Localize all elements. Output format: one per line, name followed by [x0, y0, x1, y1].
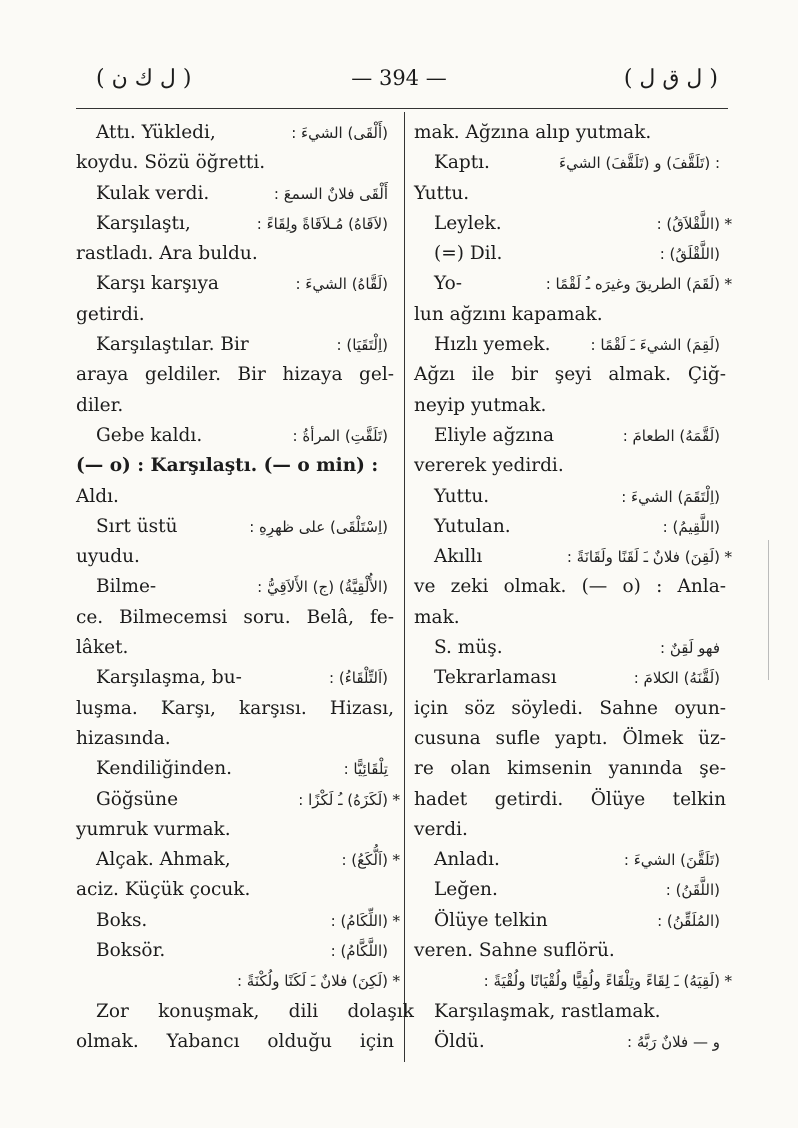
dictionary-line: [414, 300, 726, 330]
dictionary-line: [76, 179, 394, 209]
dictionary-line: [414, 966, 732, 996]
column-divider: [404, 112, 405, 1062]
arabic-headword: (لَقِنَ) فلانٌ ـَ لَقَنًا ولَقَانَةً :: [566, 548, 720, 567]
turkish-text: Ağzı ile bir şeyi almak. Çiğ-: [414, 364, 726, 386]
turkish-text: luşma. Karşı, karşısı. Hizası,: [76, 697, 394, 719]
turkish-text: Karşı karşıya: [96, 273, 219, 295]
turkish-text: Hızlı yemek.: [434, 334, 551, 356]
dictionary-line: [414, 239, 726, 269]
turkish-text: re olan kimsenin yanında şe-: [414, 758, 726, 780]
arabic-headword: (لَقِيَهُ) ـَ لِقَاءً وتِلْقَاءً ولُقِيًّا ولُقْيَانًا ولُقْيَةً :: [483, 972, 720, 991]
turkish-text: için söz söyledi. Sahne oyun-: [414, 697, 726, 719]
dictionary-line: [76, 694, 394, 724]
dictionary-line: [76, 482, 394, 512]
dictionary-line: [414, 269, 732, 299]
arabic-headword: أَلْقَى فلانٌ السمعَ :: [273, 184, 388, 203]
dictionary-line: [414, 179, 726, 209]
arabic-headword: (تَلَقَّنَ) الشيءَ :: [623, 851, 720, 870]
dictionary-line: [414, 1027, 726, 1057]
dictionary-line: [414, 603, 726, 633]
dictionary-line: [414, 875, 726, 905]
turkish-text: rastladı. Ara buldu.: [76, 243, 258, 265]
arabic-headword: (اللَّقْلاَقُ) :: [656, 214, 720, 233]
dictionary-line: [76, 906, 400, 936]
turkish-text: lâket.: [76, 637, 129, 659]
turkish-text: verdi.: [414, 818, 468, 840]
arabic-headword: (اللِّكَامُ) :: [330, 911, 388, 930]
dictionary-line: [414, 936, 726, 966]
dictionary-line: [76, 330, 394, 360]
dictionary-line: [76, 360, 394, 390]
dictionary-line: [76, 148, 394, 178]
dictionary-line: [76, 512, 394, 542]
turkish-text: aciz. Küçük çocuk.: [76, 879, 251, 901]
arabic-headword: (لاَقَاهُ) مُـلاَقَاةً ولِقَاءً :: [256, 214, 388, 233]
dictionary-line: [414, 997, 726, 1027]
turkish-text: Kaptı.: [434, 152, 490, 174]
turkish-text: koydu. Sözü öğretti.: [76, 152, 266, 174]
header-right-letters: ( ل ق ل ): [623, 66, 718, 91]
dictionary-line: [76, 1027, 394, 1057]
dictionary-line: [76, 633, 394, 663]
dictionary-line: [76, 603, 394, 633]
turkish-text: hadet getirdi. Ölüye telkin: [414, 788, 726, 810]
dictionary-line: [76, 269, 394, 299]
entry-star-marker: *: [724, 548, 732, 567]
turkish-text: Anladı.: [434, 849, 500, 871]
dictionary-line: [76, 845, 400, 875]
left-column: [76, 118, 414, 1057]
margin-mark: [768, 540, 777, 680]
entry-star-marker: *: [724, 972, 732, 991]
dictionary-line: [76, 997, 414, 1027]
dictionary-line: [414, 572, 726, 602]
entry-star-marker: *: [392, 911, 400, 930]
turkish-text: Kendiliğinden.: [96, 758, 233, 780]
dictionary-line: [414, 512, 726, 542]
turkish-text: yumruk vurmak.: [76, 818, 231, 840]
turkish-text: ve zeki olmak. (— o) : Anla-: [414, 576, 726, 598]
dictionary-line: [414, 785, 726, 815]
arabic-headword: (اِسْتَلْقَى) على ظهرِهِ :: [249, 517, 388, 536]
dictionary-line: [76, 572, 394, 602]
turkish-text: (— o) : Karşılaştı. (— o min) :: [76, 455, 379, 477]
dictionary-line: [414, 148, 726, 178]
turkish-text: Öldü.: [434, 1030, 485, 1052]
dictionary-line: [76, 785, 400, 815]
dictionary-line: [76, 451, 394, 481]
dictionary-line: [76, 875, 394, 905]
turkish-text: Tekrarlaması: [434, 667, 557, 689]
arabic-headword: تِلْقَائِيًّا :: [343, 760, 388, 779]
dictionary-line: [76, 209, 394, 239]
arabic-headword: و — فلانٌ رَبَّهُ :: [627, 1032, 720, 1051]
dictionary-line: [414, 724, 726, 754]
turkish-text: (=) Dil.: [434, 243, 503, 265]
dictionary-line: [76, 663, 394, 693]
arabic-headword: (لَقَمَ) الطريقَ وغيرَه ـُ لَقْمًا :: [545, 275, 720, 294]
dictionary-line: [76, 118, 394, 148]
dictionary-line: [76, 300, 394, 330]
arabic-headword: (لَقَّاهُ) الشيءَ :: [295, 275, 388, 294]
entry-star-marker: *: [392, 972, 400, 991]
arabic-headword: (اِلْتَقَيَا) :: [336, 336, 388, 355]
turkish-text: Karşılaştılar. Bir: [96, 334, 249, 356]
turkish-text: lun ağzını kapamak.: [414, 303, 603, 325]
entry-star-marker: *: [392, 851, 400, 870]
dictionary-line: [414, 906, 726, 936]
dictionary-line: [414, 391, 726, 421]
arabic-headword: (اللَّكَّامُ) :: [330, 942, 388, 961]
turkish-text: Aldı.: [76, 485, 119, 507]
dictionary-line: [414, 482, 726, 512]
turkish-text: olmak. Yabancı olduğu için: [76, 1030, 394, 1052]
header-rule: [76, 108, 728, 109]
dictionary-line: [76, 391, 394, 421]
turkish-text: Bilme-: [96, 576, 157, 598]
entry-star-marker: *: [724, 275, 732, 294]
turkish-text: mak. Ağzına alıp yutmak.: [414, 122, 652, 143]
right-column: [414, 118, 732, 1057]
dictionary-line: [414, 542, 732, 572]
dictionary-line: [76, 754, 394, 784]
turkish-text: ce. Bilmecemsi soru. Belâ, fe-: [76, 606, 394, 628]
arabic-headword: (اللَّقْلَقُ) :: [659, 245, 720, 264]
header-left-letters: ( ل ك ن ): [96, 66, 192, 91]
turkish-text: mak.: [414, 606, 460, 628]
arabic-headword: (اِلْتَقَمَ) الشيءَ :: [621, 487, 720, 506]
turkish-text: Karşılaşmak, rastlamak.: [434, 1000, 661, 1022]
turkish-text: S. müş.: [434, 637, 503, 659]
turkish-text: getirdi.: [76, 303, 145, 325]
dictionary-line: [414, 845, 726, 875]
dictionary-line: [76, 815, 394, 845]
dictionary-line: [414, 421, 726, 451]
arabic-headword: (لَقَّمَهُ) الطعامَ :: [622, 426, 720, 445]
turkish-text: Leylek.: [434, 212, 502, 234]
dictionary-line: [414, 694, 726, 724]
dictionary-line: [414, 360, 726, 390]
dictionary-line: [76, 542, 394, 572]
dictionary-line: [414, 815, 726, 845]
turkish-text: Akıllı: [434, 546, 483, 568]
arabic-headword: (اَلُّكَعُ) :: [341, 851, 388, 870]
dictionary-line: [414, 633, 726, 663]
turkish-text: Yutulan.: [434, 515, 511, 537]
dictionary-line: [414, 451, 726, 481]
arabic-headword: (لَكَزَهُ) ـُ لَكْزًا :: [298, 790, 388, 809]
dictionary-line: [414, 330, 726, 360]
turkish-text: hizasında.: [76, 727, 171, 749]
dictionary-line: [76, 936, 394, 966]
arabic-headword: : (تَلَقَّفَ) و (تَلَقَّفَ) الشيءَ: [559, 154, 720, 173]
turkish-text: veren. Sahne suflörü.: [414, 940, 615, 962]
turkish-text: Alçak. Ahmak,: [96, 849, 231, 871]
turkish-text: neyip yutmak.: [414, 394, 547, 416]
entry-star-marker: *: [724, 214, 732, 233]
turkish-text: Ölüye telkin: [434, 909, 548, 931]
turkish-text: diler.: [76, 394, 124, 416]
dictionary-line: [76, 239, 394, 269]
turkish-text: Boks.: [96, 909, 148, 931]
turkish-text: Boksör.: [96, 940, 166, 962]
page-header: [0, 66, 798, 102]
dictionary-line: [414, 118, 726, 148]
dictionary-line: [414, 663, 726, 693]
arabic-headword: (اللَّقَنُ) :: [665, 881, 720, 900]
turkish-text: Attı. Yükledi,: [96, 122, 216, 143]
turkish-text: Karşılaşma, bu-: [96, 667, 242, 689]
arabic-headword: (أَلْقَى) الشيءَ :: [291, 124, 388, 142]
dictionary-line: [414, 209, 732, 239]
turkish-text: Yuttu.: [414, 182, 470, 204]
arabic-headword: (اَلتِّلْقَاءُ) :: [329, 669, 388, 688]
arabic-headword: (لَقَّنَهُ) الكلامَ :: [633, 669, 720, 688]
turkish-text: araya geldiler. Bir hizaya gel-: [76, 364, 394, 386]
turkish-text: vererek yedirdi.: [414, 455, 564, 477]
arabic-headword: (لَقِمَ) الشيءَ ـَ لَقْمًا :: [590, 336, 720, 355]
arabic-headword: (اللَّقِيمُ) :: [662, 517, 720, 536]
entry-star-marker: *: [392, 790, 400, 809]
arabic-headword: (لَكِنَ) فلانٌ ـَ لَكَنًا ولُكْنَةً :: [236, 972, 388, 991]
dictionary-line: [76, 966, 400, 996]
turkish-text: Yuttu.: [434, 485, 490, 507]
dictionary-line: [76, 724, 394, 754]
turkish-text: Göğsüne: [96, 788, 179, 810]
arabic-headword: (تَلَقَّتِ) المرأةُ :: [292, 426, 388, 445]
turkish-text: Sırt üstü: [96, 515, 178, 537]
turkish-text: Karşılaştı,: [96, 212, 191, 234]
turkish-text: Leğen.: [434, 879, 498, 901]
dictionary-line: [76, 421, 394, 451]
turkish-text: Yo-: [434, 273, 462, 295]
turkish-text: Kulak verdi.: [96, 182, 210, 204]
turkish-text: Gebe kaldı.: [96, 424, 203, 446]
turkish-text: cusuna sufle yaptı. Ölmek üz-: [414, 727, 726, 749]
arabic-headword: (الأُلْقِيَّةُ) (ج) الأَلاَقِيُّ :: [257, 578, 388, 597]
turkish-text: Zor konuşmak, dili dolaşık: [96, 1000, 414, 1022]
arabic-headword: (المُلَقِّنُ) :: [657, 911, 720, 930]
page-number: — 394 —: [351, 66, 447, 90]
turkish-text: uyudu.: [76, 546, 140, 568]
dictionary-line: [414, 754, 726, 784]
arabic-headword: فهو لَقِنٌ :: [660, 639, 720, 658]
turkish-text: Eliyle ağzına: [434, 424, 555, 446]
